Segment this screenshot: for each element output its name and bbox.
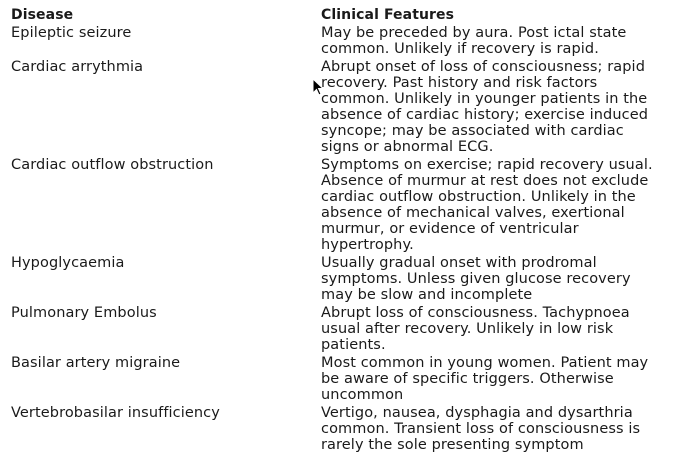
feature-line: Most common in young women. Patient may — [321, 355, 649, 371]
feature-line: symptoms. Unless given glucose recovery — [321, 271, 631, 287]
feature-line: Abrupt loss of consciousness. Tachypnoea — [321, 305, 630, 321]
clinical-features-cell — [321, 405, 679, 453]
feature-line: common. Unlikely if recovery is rapid. — [321, 41, 599, 57]
feature-line: may be slow and incomplete — [321, 287, 533, 303]
feature-line: be aware of specific triggers. Otherwise — [321, 371, 614, 387]
clinical-features-cell — [321, 355, 679, 403]
feature-line: Abrupt onset of loss of consciousness; rapid — [321, 59, 645, 75]
header-disease: Disease — [11, 7, 74, 23]
feature-line: murmur, or evidence of ventricular — [321, 221, 579, 237]
table-row — [11, 25, 681, 57]
feature-line: Absence of murmur at rest does not exclude — [321, 173, 649, 189]
disease-cell: Hypoglycaemia — [11, 255, 125, 271]
feature-line: cardiac outflow obstruction. Unlikely in the — [321, 189, 636, 205]
row-spacer — [11, 453, 681, 455]
disease-cell: Pulmonary Embolus — [11, 305, 157, 321]
table-body — [11, 25, 681, 455]
clinical-features-cell — [321, 157, 679, 253]
feature-line: patients. — [321, 337, 386, 353]
feature-line: common. Transient loss of consciousness is — [321, 421, 641, 437]
disease-cell: Cardiac outflow obstruction — [11, 157, 214, 173]
disease-cell: Epileptic seizure — [11, 25, 132, 41]
clinical-features-cell — [321, 25, 679, 57]
disease-cell: Cardiac arrythmia — [11, 59, 144, 75]
feature-line: absence of mechanical valves, exertional — [321, 205, 625, 221]
feature-line: rarely the sole presenting symptom — [321, 437, 584, 453]
feature-line: Vertigo, nausea, dysphagia and dysarthria — [321, 405, 633, 421]
feature-line: Usually gradual onset with prodromal — [321, 255, 597, 271]
feature-line: Symptoms on exercise; rapid recovery usual. — [321, 157, 653, 173]
clinical-features-cell — [321, 59, 679, 155]
table-row — [11, 405, 681, 453]
feature-line: May be preceded by aura. Post ictal state — [321, 25, 627, 41]
disease-cell: Vertebrobasilar insufficiency — [11, 405, 220, 421]
feature-line: signs or abnormal ECG. — [321, 139, 494, 155]
feature-line: usual after recovery. Unlikely in low risk — [321, 321, 614, 337]
feature-line: hypertrophy. — [321, 237, 414, 253]
clinical-features-cell — [321, 305, 679, 353]
feature-line: absence of cardiac history; exercise induced — [321, 107, 649, 123]
feature-line: syncope; may be associated with cardiac — [321, 123, 624, 139]
table-row — [11, 59, 681, 155]
feature-line: recovery. Past history and risk factors — [321, 75, 598, 91]
table-row — [11, 255, 681, 303]
feature-line: uncommon — [321, 387, 404, 403]
feature-line: common. Unlikely in younger patients in the — [321, 91, 648, 107]
disease-cell: Basilar artery migraine — [11, 355, 181, 371]
clinical-features-table — [11, 6, 681, 455]
table-row — [11, 355, 681, 403]
clinical-features-cell — [321, 255, 679, 303]
table-row — [11, 305, 681, 353]
table-row — [11, 157, 681, 253]
table-header-row — [11, 6, 681, 25]
mouse-pointer-icon — [312, 78, 324, 96]
header-clinical-features: Clinical Features — [321, 7, 455, 23]
